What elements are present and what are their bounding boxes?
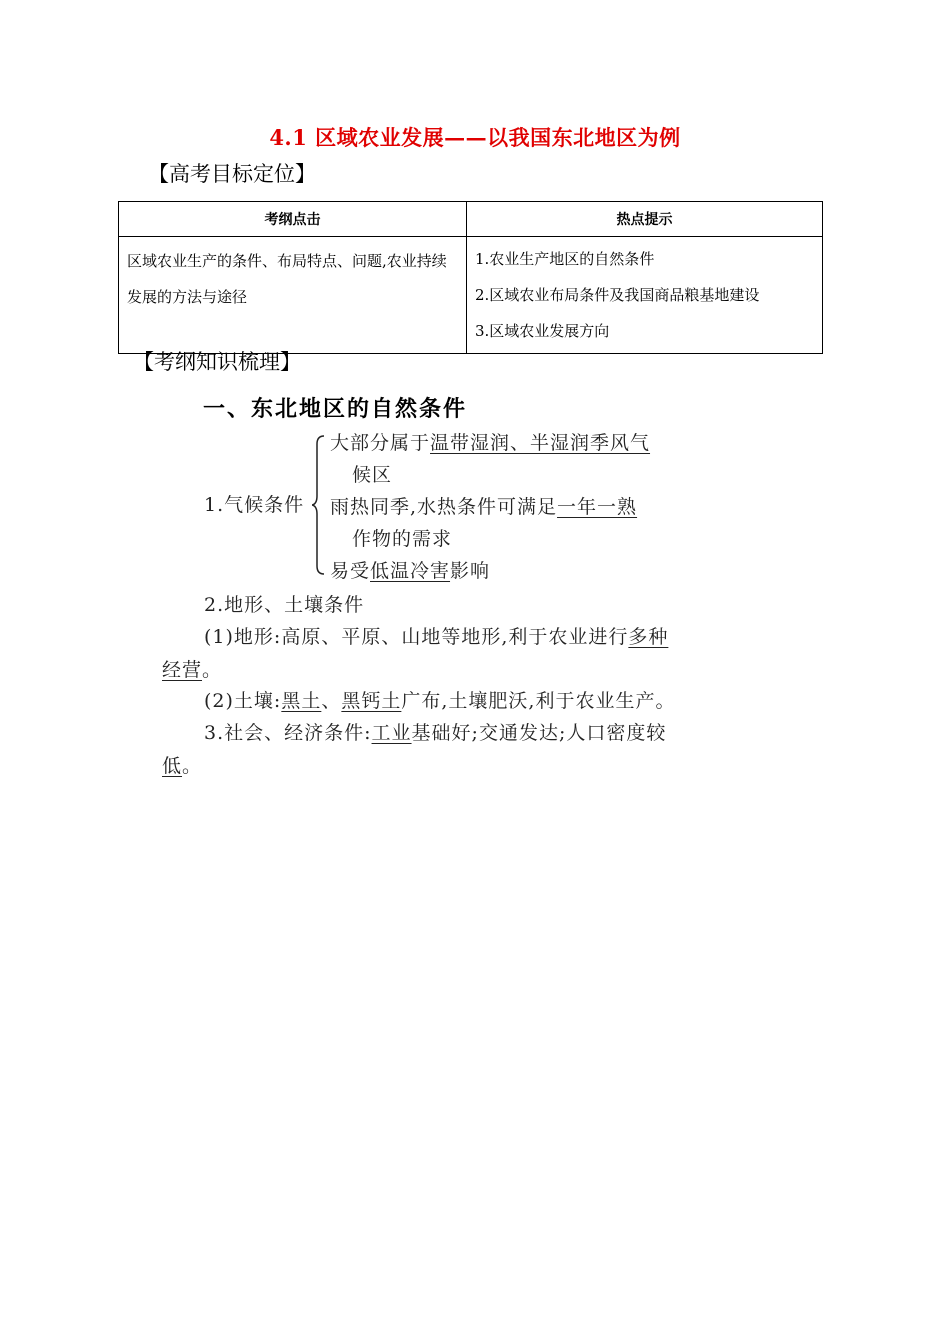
heading-natural-conditions: 一、东北地区的自然条件 [203,397,468,422]
syllabus-table [118,201,823,354]
climate-line-2-text: 雨热同季,水热条件可满足 [330,496,558,518]
hot-point-3: 3.区域农业发展方向 [475,322,610,340]
climate-label: 1.气候条件 [204,494,305,516]
climate-line-2-answer: 一年一熟 [557,496,638,518]
syllabus-text: 区域农业生产的条件、布局特点、问题,农业持续发展的方法与途径 [127,252,447,306]
climate-line-2 [330,492,637,519]
climate-line-3-answer: 低温冷害 [370,560,451,582]
table-header-hotspots: 热点提示 [467,202,823,237]
social-line [204,718,666,745]
page-title: 4.1 区域农业发展——以我国东北地区为例 [269,125,681,150]
social-mid: 基础好;交通发达;人口密度较 [411,722,667,744]
hot-point-1: 1.农业生产地区的自然条件 [475,250,655,268]
climate-line-3-tail: 影响 [450,560,491,582]
terrain-text: (1)地形:高原、平原、山地等地形,利于农业进行 [204,626,629,648]
terrain-soil-heading: 2.地形、土壤条件 [204,594,365,616]
soil-answer-1: 黑土 [281,690,322,712]
terrain-answer-2: 经营 [162,659,203,681]
terrain-answer-1: 多种 [628,626,669,648]
table-cell-hotspots [467,237,823,354]
terrain-tail: 。 [202,659,223,681]
social-line-2 [162,751,202,778]
brace-icon [312,434,326,576]
social-tail: 。 [182,755,203,777]
terrain-line [204,622,668,649]
climate-line-3 [330,556,490,583]
climate-line-1 [330,428,650,455]
soil-answer-2: 黑钙土 [341,690,402,712]
climate-line-1-text: 大部分属于 [330,432,431,454]
social-text: 3.社会、经济条件: [204,722,372,744]
climate-line-2b: 作物的需求 [352,528,453,550]
table-cell-syllabus [119,237,467,354]
soil-sep: 、 [321,690,342,712]
social-answer-2: 低 [162,755,183,777]
soil-tail: 广布,土壤肥沃,利于农业生产。 [401,690,676,712]
soil-text: (2)土壤: [204,690,282,712]
social-answer-1: 工业 [371,722,412,744]
terrain-line-2 [162,655,222,682]
climate-line-1b: 候区 [352,464,393,486]
section-heading-targets: 【高考目标定位】 [148,162,316,186]
table-header-syllabus: 考纲点击 [119,202,467,237]
section-heading-knowledge: 【考纲知识梳理】 [133,350,301,374]
climate-line-3-text: 易受 [330,560,371,582]
hot-point-2: 2.区域农业布局条件及我国商品粮基地建设 [475,286,760,304]
soil-line [204,686,675,713]
climate-line-1-answer: 温带湿润、半湿润季风气 [430,432,651,454]
